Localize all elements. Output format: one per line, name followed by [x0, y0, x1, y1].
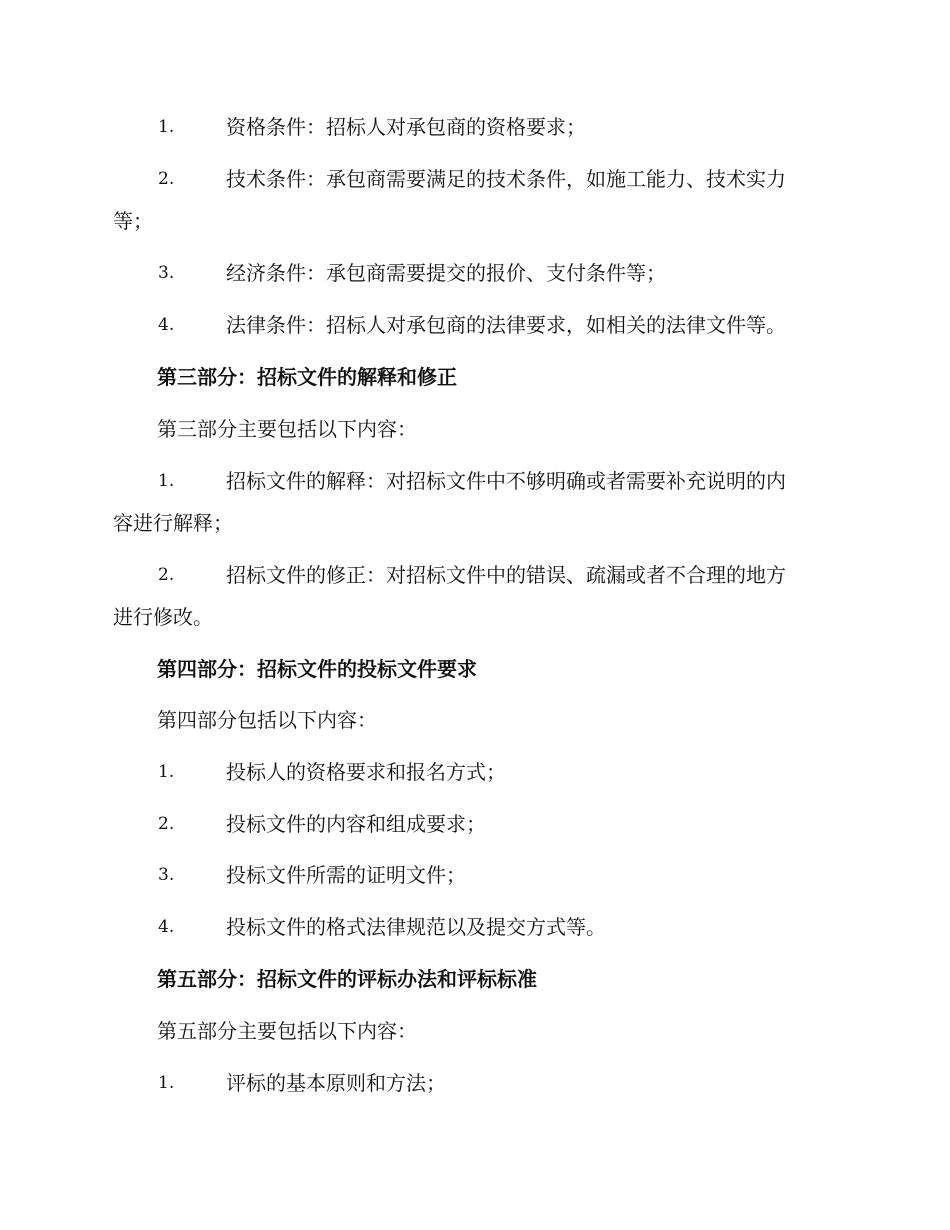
- list-text: 投标文件的内容和组成要求；: [226, 812, 486, 836]
- list-number: 2.: [158, 814, 175, 834]
- list-text: 技术条件：承包商需要满足的技术条件，如施工能力、技术实力: [226, 167, 786, 191]
- section-heading: 第三部分：招标文件的解释和修正: [157, 365, 457, 389]
- list-number: 2.: [158, 565, 175, 585]
- list-text: 投标人的资格要求和报名方式；: [226, 760, 506, 784]
- list-number: 1.: [158, 471, 175, 491]
- list-text: 招标文件的修正：对招标文件中的错误、疏漏或者不合理的地方: [226, 563, 786, 587]
- list-item-continuation: 等；: [113, 209, 153, 233]
- list-number: 1.: [158, 1073, 175, 1093]
- list-number: 1.: [158, 762, 175, 782]
- list-number: 3.: [158, 865, 175, 885]
- list-text: 法律条件：招标人对承包商的法律要求，如相关的法律文件等。: [226, 313, 786, 337]
- list-number: 2.: [158, 169, 175, 189]
- list-item-continuation: 进行修改。: [113, 605, 213, 629]
- list-text: 资格条件：招标人对承包商的资格要求；: [226, 115, 586, 139]
- list-text: 招标文件的解释：对招标文件中不够明确或者需要补充说明的内: [226, 469, 786, 493]
- list-number: 4.: [158, 917, 175, 937]
- section-intro: 第五部分主要包括以下内容：: [157, 1019, 417, 1043]
- section-intro: 第四部分包括以下内容：: [157, 708, 377, 732]
- section-heading: 第五部分：招标文件的评标办法和评标标准: [157, 967, 537, 991]
- list-text: 经济条件：承包商需要提交的报价、支付条件等；: [226, 261, 666, 285]
- list-number: 4.: [158, 315, 175, 335]
- section-intro: 第三部分主要包括以下内容：: [157, 417, 417, 441]
- section-heading: 第四部分：招标文件的投标文件要求: [157, 657, 477, 681]
- list-number: 3.: [158, 263, 175, 283]
- list-text: 投标文件的格式法律规范以及提交方式等。: [226, 915, 606, 939]
- list-text: 投标文件所需的证明文件；: [226, 863, 466, 887]
- list-number: 1.: [158, 117, 175, 137]
- list-item-continuation: 容进行解释；: [113, 511, 233, 535]
- list-text: 评标的基本原则和方法；: [226, 1071, 446, 1095]
